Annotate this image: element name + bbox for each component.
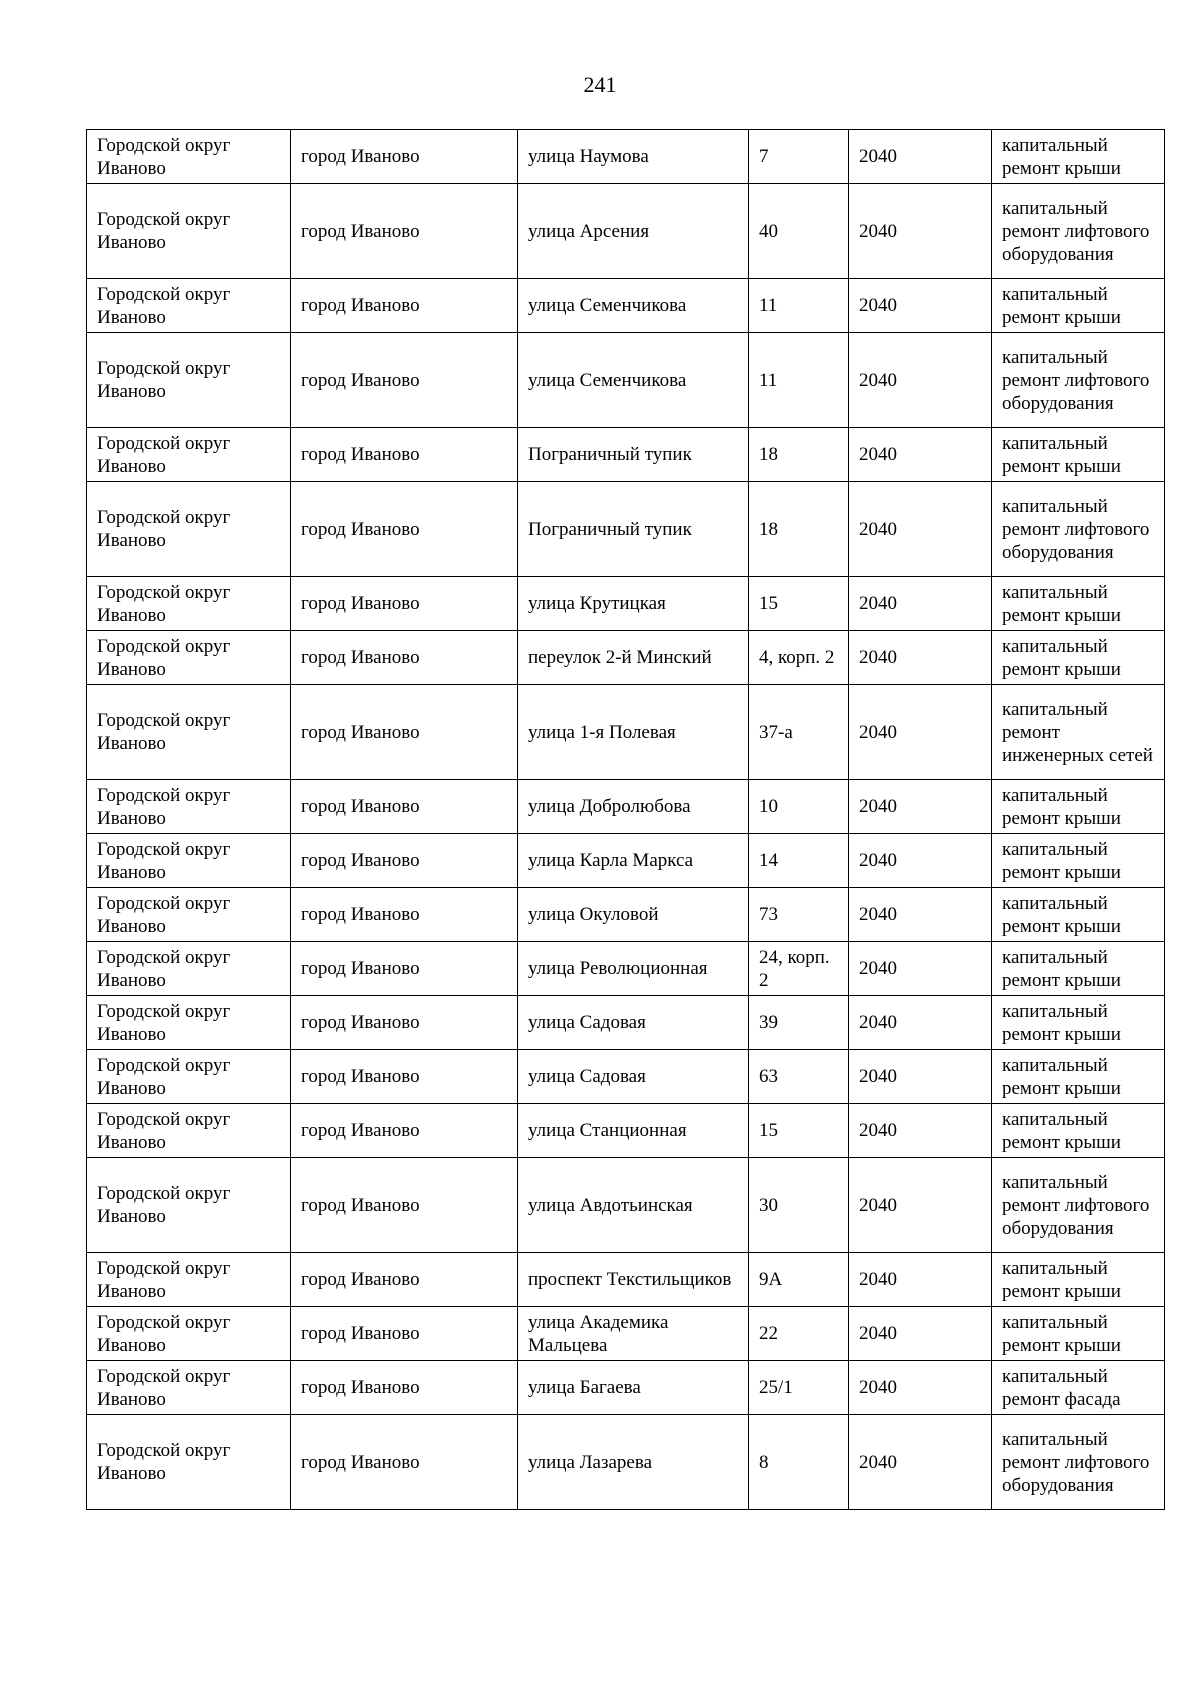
work-type-cell: капитальный ремонт крыши [992, 631, 1165, 685]
municipality-cell: Городской округ Иваново [87, 1050, 291, 1104]
street-cell: улица Семенчикова [518, 333, 749, 428]
municipality-cell: Городской округ Иваново [87, 942, 291, 996]
municipality-cell: Городской округ Иваново [87, 279, 291, 333]
table-row [87, 1104, 1165, 1158]
settlement-cell: город Иваново [291, 482, 518, 577]
work-type-cell: капитальный ремонт крыши [992, 1253, 1165, 1307]
municipality-cell: Городской округ Иваново [87, 333, 291, 428]
year-cell: 2040 [849, 780, 992, 834]
municipality-cell: Городской округ Иваново [87, 685, 291, 780]
settlement-cell: город Иваново [291, 685, 518, 780]
house-number-cell: 63 [749, 1050, 849, 1104]
year-cell: 2040 [849, 1307, 992, 1361]
house-number-cell: 37-а [749, 685, 849, 780]
work-type-cell: капитальный ремонт лифтового оборудования [992, 184, 1165, 279]
work-type-cell: капитальный ремонт крыши [992, 780, 1165, 834]
table-row [87, 685, 1165, 780]
house-number-cell: 18 [749, 482, 849, 577]
municipality-cell: Городской округ Иваново [87, 834, 291, 888]
settlement-cell: город Иваново [291, 577, 518, 631]
settlement-cell: город Иваново [291, 834, 518, 888]
work-type-cell: капитальный ремонт крыши [992, 834, 1165, 888]
year-cell: 2040 [849, 631, 992, 685]
table-row [87, 333, 1165, 428]
municipality-cell: Городской округ Иваново [87, 1158, 291, 1253]
settlement-cell: город Иваново [291, 996, 518, 1050]
municipality-cell: Городской округ Иваново [87, 1361, 291, 1415]
work-type-cell: капитальный ремонт крыши [992, 1050, 1165, 1104]
municipality-cell: Городской округ Иваново [87, 482, 291, 577]
table-row [87, 780, 1165, 834]
year-cell: 2040 [849, 888, 992, 942]
settlement-cell: город Иваново [291, 428, 518, 482]
year-cell: 2040 [849, 1158, 992, 1253]
house-number-cell: 9А [749, 1253, 849, 1307]
settlement-cell: город Иваново [291, 780, 518, 834]
street-cell: улица 1-я Полевая [518, 685, 749, 780]
table-row [87, 1158, 1165, 1253]
table-row [87, 482, 1165, 577]
table-row [87, 279, 1165, 333]
work-type-cell: капитальный ремонт лифтового оборудования [992, 1415, 1165, 1510]
street-cell: улица Багаева [518, 1361, 749, 1415]
table-row [87, 1307, 1165, 1361]
work-type-cell: капитальный ремонт крыши [992, 888, 1165, 942]
table-row [87, 577, 1165, 631]
page-number: 241 [583, 72, 617, 97]
street-cell: улица Авдотьинская [518, 1158, 749, 1253]
year-cell: 2040 [849, 482, 992, 577]
municipality-cell: Городской округ Иваново [87, 1104, 291, 1158]
table-row [87, 1361, 1165, 1415]
settlement-cell: город Иваново [291, 942, 518, 996]
municipality-cell: Городской округ Иваново [87, 1253, 291, 1307]
year-cell: 2040 [849, 1253, 992, 1307]
settlement-cell: город Иваново [291, 279, 518, 333]
repair-schedule-table [86, 129, 1165, 1510]
table-row [87, 428, 1165, 482]
work-type-cell: капитальный ремонт лифтового оборудования [992, 333, 1165, 428]
house-number-cell: 18 [749, 428, 849, 482]
table-row [87, 631, 1165, 685]
street-cell: улица Окуловой [518, 888, 749, 942]
house-number-cell: 15 [749, 577, 849, 631]
settlement-cell: город Иваново [291, 631, 518, 685]
settlement-cell: город Иваново [291, 184, 518, 279]
street-cell: улица Лазарева [518, 1415, 749, 1510]
table-row [87, 1253, 1165, 1307]
year-cell: 2040 [849, 942, 992, 996]
house-number-cell: 73 [749, 888, 849, 942]
work-type-cell: капитальный ремонт фасада [992, 1361, 1165, 1415]
table-row [87, 1415, 1165, 1510]
house-number-cell: 40 [749, 184, 849, 279]
municipality-cell: Городской округ Иваново [87, 631, 291, 685]
year-cell: 2040 [849, 428, 992, 482]
settlement-cell: город Иваново [291, 1104, 518, 1158]
street-cell: Пограничный тупик [518, 428, 749, 482]
house-number-cell: 30 [749, 1158, 849, 1253]
street-cell: улица Семенчикова [518, 279, 749, 333]
year-cell: 2040 [849, 996, 992, 1050]
settlement-cell: город Иваново [291, 1158, 518, 1253]
table-row [87, 834, 1165, 888]
work-type-cell: капитальный ремонт лифтового оборудования [992, 1158, 1165, 1253]
street-cell: проспект Текстильщиков [518, 1253, 749, 1307]
municipality-cell: Городской округ Иваново [87, 1307, 291, 1361]
year-cell: 2040 [849, 685, 992, 780]
year-cell: 2040 [849, 1050, 992, 1104]
settlement-cell: город Иваново [291, 1415, 518, 1510]
year-cell: 2040 [849, 1361, 992, 1415]
municipality-cell: Городской округ Иваново [87, 428, 291, 482]
settlement-cell: город Иваново [291, 333, 518, 428]
year-cell: 2040 [849, 130, 992, 184]
settlement-cell: город Иваново [291, 1050, 518, 1104]
house-number-cell: 11 [749, 333, 849, 428]
settlement-cell: город Иваново [291, 888, 518, 942]
house-number-cell: 4, корп. 2 [749, 631, 849, 685]
settlement-cell: город Иваново [291, 1361, 518, 1415]
work-type-cell: капитальный ремонт крыши [992, 942, 1165, 996]
table-row [87, 184, 1165, 279]
street-cell: Пограничный тупик [518, 482, 749, 577]
street-cell: улица Станционная [518, 1104, 749, 1158]
street-cell: улица Садовая [518, 1050, 749, 1104]
house-number-cell: 15 [749, 1104, 849, 1158]
work-type-cell: капитальный ремонт крыши [992, 130, 1165, 184]
municipality-cell: Городской округ Иваново [87, 996, 291, 1050]
settlement-cell: город Иваново [291, 130, 518, 184]
house-number-cell: 25/1 [749, 1361, 849, 1415]
settlement-cell: город Иваново [291, 1307, 518, 1361]
street-cell: улица Садовая [518, 996, 749, 1050]
house-number-cell: 39 [749, 996, 849, 1050]
street-cell: улица Революционная [518, 942, 749, 996]
street-cell: переулок 2-й Минский [518, 631, 749, 685]
year-cell: 2040 [849, 333, 992, 428]
municipality-cell: Городской округ Иваново [87, 1415, 291, 1510]
table-row [87, 996, 1165, 1050]
year-cell: 2040 [849, 1415, 992, 1510]
municipality-cell: Городской округ Иваново [87, 888, 291, 942]
table-row [87, 130, 1165, 184]
street-cell: улица Арсения [518, 184, 749, 279]
work-type-cell: капитальный ремонт крыши [992, 1307, 1165, 1361]
work-type-cell: капитальный ремонт крыши [992, 279, 1165, 333]
street-cell: улица Наумова [518, 130, 749, 184]
work-type-cell: капитальный ремонт лифтового оборудования [992, 482, 1165, 577]
table-row [87, 888, 1165, 942]
house-number-cell: 10 [749, 780, 849, 834]
work-type-cell: капитальный ремонт крыши [992, 428, 1165, 482]
house-number-cell: 24, корп. 2 [749, 942, 849, 996]
house-number-cell: 8 [749, 1415, 849, 1510]
house-number-cell: 14 [749, 834, 849, 888]
street-cell: улица Крутицкая [518, 577, 749, 631]
work-type-cell: капитальный ремонт крыши [992, 577, 1165, 631]
work-type-cell: капитальный ремонт крыши [992, 1104, 1165, 1158]
house-number-cell: 22 [749, 1307, 849, 1361]
table-row [87, 1050, 1165, 1104]
year-cell: 2040 [849, 1104, 992, 1158]
municipality-cell: Городской округ Иваново [87, 130, 291, 184]
street-cell: улица Академика Мальцева [518, 1307, 749, 1361]
street-cell: улица Карла Маркса [518, 834, 749, 888]
year-cell: 2040 [849, 279, 992, 333]
work-type-cell: капитальный ремонт крыши [992, 996, 1165, 1050]
street-cell: улица Добролюбова [518, 780, 749, 834]
municipality-cell: Городской округ Иваново [87, 577, 291, 631]
settlement-cell: город Иваново [291, 1253, 518, 1307]
house-number-cell: 11 [749, 279, 849, 333]
municipality-cell: Городской округ Иваново [87, 184, 291, 279]
work-type-cell: капитальный ремонт инженерных сетей [992, 685, 1165, 780]
year-cell: 2040 [849, 577, 992, 631]
table-body [87, 130, 1165, 1510]
year-cell: 2040 [849, 834, 992, 888]
municipality-cell: Городской округ Иваново [87, 780, 291, 834]
house-number-cell: 7 [749, 130, 849, 184]
table-row [87, 942, 1165, 996]
year-cell: 2040 [849, 184, 992, 279]
